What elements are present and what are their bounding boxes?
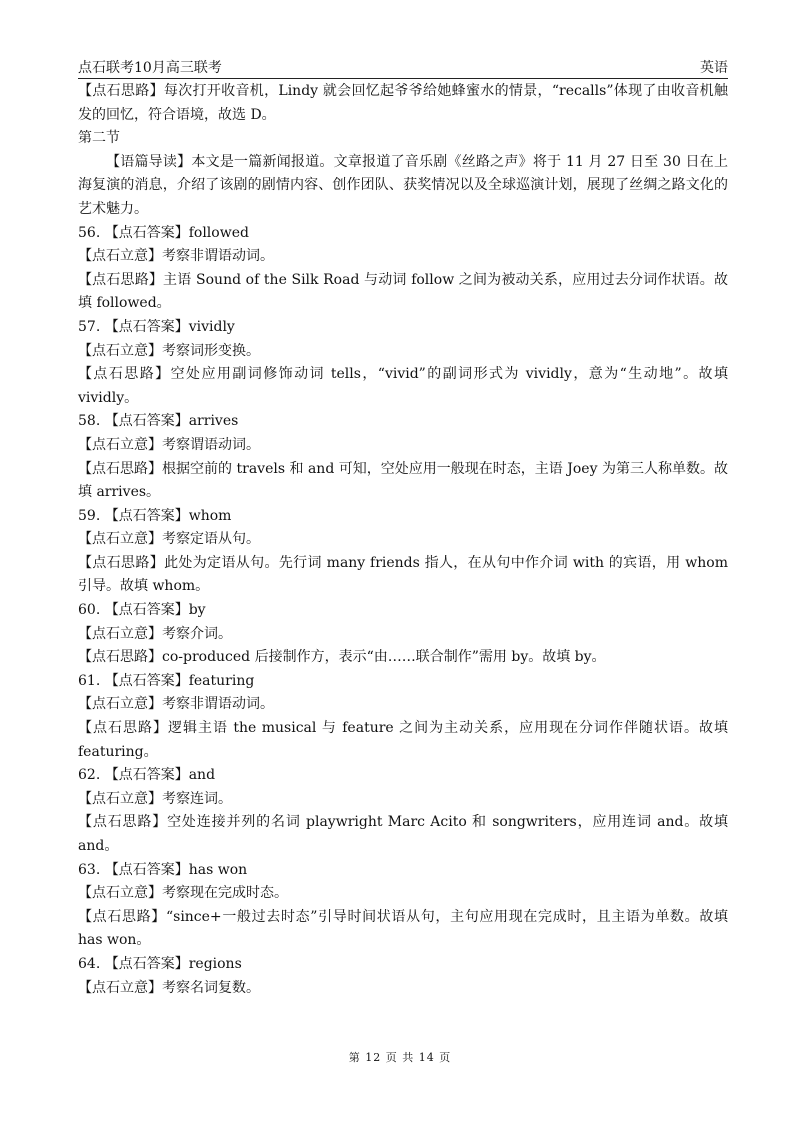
q62-focus: 【点石立意】考察连词。 [78, 790, 232, 807]
q60-focus: 【点石立意】考察介词。 [78, 625, 232, 642]
section-heading: 第二节 [78, 130, 120, 147]
q56-reasoning: 【点石思路】主语 Sound of the Silk Road 与动词 follow 之间为被动关系，应用过去分词作状语。故填 followed。 [78, 271, 728, 312]
q59-focus: 【点石立意】考察定语从句。 [78, 531, 260, 548]
q63-focus: 【点石立意】考察现在完成时态。 [78, 885, 288, 902]
answer-explanations [78, 80, 728, 1000]
q57-answer: 57. 【点石答案】vividly [78, 318, 235, 335]
q62-answer: 62. 【点石答案】and [78, 767, 216, 784]
q57-focus: 【点石立意】考察词形变换。 [78, 342, 260, 359]
q59-reasoning: 【点石思路】此处为定语从句。先行词 many friends 指人，在从句中作介词 with 的宾语，用 whom 引导。故填 whom。 [78, 554, 728, 595]
explanation-55-reasoning: 【点石思路】每次打开收音机，Lindy 就会回忆起爷爷给她蜂蜜水的情景，“recalls”体现了由收音机触发的回忆，符合语境，故选 D。 [78, 83, 728, 123]
q58-answer: 58. 【点石答案】arrives [78, 413, 239, 430]
header-exam-title: 点石联考10月高三联考 [78, 60, 222, 76]
q61-reasoning: 【点石思路】逻辑主语 the musical 与 feature 之间为主动关系，应用现在分词作伴随状语。故填 featuring。 [78, 720, 728, 760]
q56-answer: 56. 【点石答案】followed [78, 224, 249, 241]
q58-focus: 【点石立意】考察谓语动词。 [78, 436, 260, 453]
q64-answer: 64. 【点石答案】regions [78, 955, 242, 972]
q56-focus: 【点石立意】考察非谓语动词。 [78, 248, 274, 265]
q59-answer: 59. 【点石答案】whom [78, 507, 232, 524]
q61-answer: 61. 【点石答案】featuring [78, 672, 255, 689]
q60-reasoning: 【点石思路】co-produced 后接制作方，表示“由……联合制作”需用 by。故填 by。 [78, 649, 606, 666]
passage-guide: 【语篇导读】本文是一篇新闻报道。文章报道了音乐剧《丝路之声》将于 11 月 27 日至 30 日在上海复演的消息，介绍了该剧的剧情内容、创作团队、获奖情况以及全球巡演计划，展现了丝绸之路文化的艺术魅力。 [78, 153, 728, 217]
header-subject: 英语 [700, 60, 728, 76]
page-number: 第 12 页 共 14 页 [348, 1051, 452, 1064]
q63-answer: 63. 【点石答案】has won [78, 861, 248, 878]
q61-focus: 【点石立意】考察非谓语动词。 [78, 696, 274, 713]
q63-reasoning: 【点石思路】“since+一般过去时态”引导时间状语从句，主句应用现在完成时，且主语为单数。故填 has won。 [78, 908, 728, 949]
q60-answer: 60. 【点石答案】by [78, 602, 206, 619]
page-header [78, 56, 728, 79]
q58-reasoning: 【点石思路】根据空前的 travels 和 and 可知，空处应用一般现在时态，主语 Joey 为第三人称单数。故填 arrives。 [78, 460, 728, 501]
q64-focus: 【点石立意】考察名词复数。 [78, 979, 260, 996]
q57-reasoning: 【点石思路】空处应用副词修饰动词 tells，“vivid”的副词形式为 vividly，意为“生动地”。故填 vividly。 [78, 366, 728, 406]
q62-reasoning: 【点石思路】空处连接并列的名词 playwright Marc Acito 和 songwriters，应用连词 and。故填 and。 [78, 814, 728, 854]
